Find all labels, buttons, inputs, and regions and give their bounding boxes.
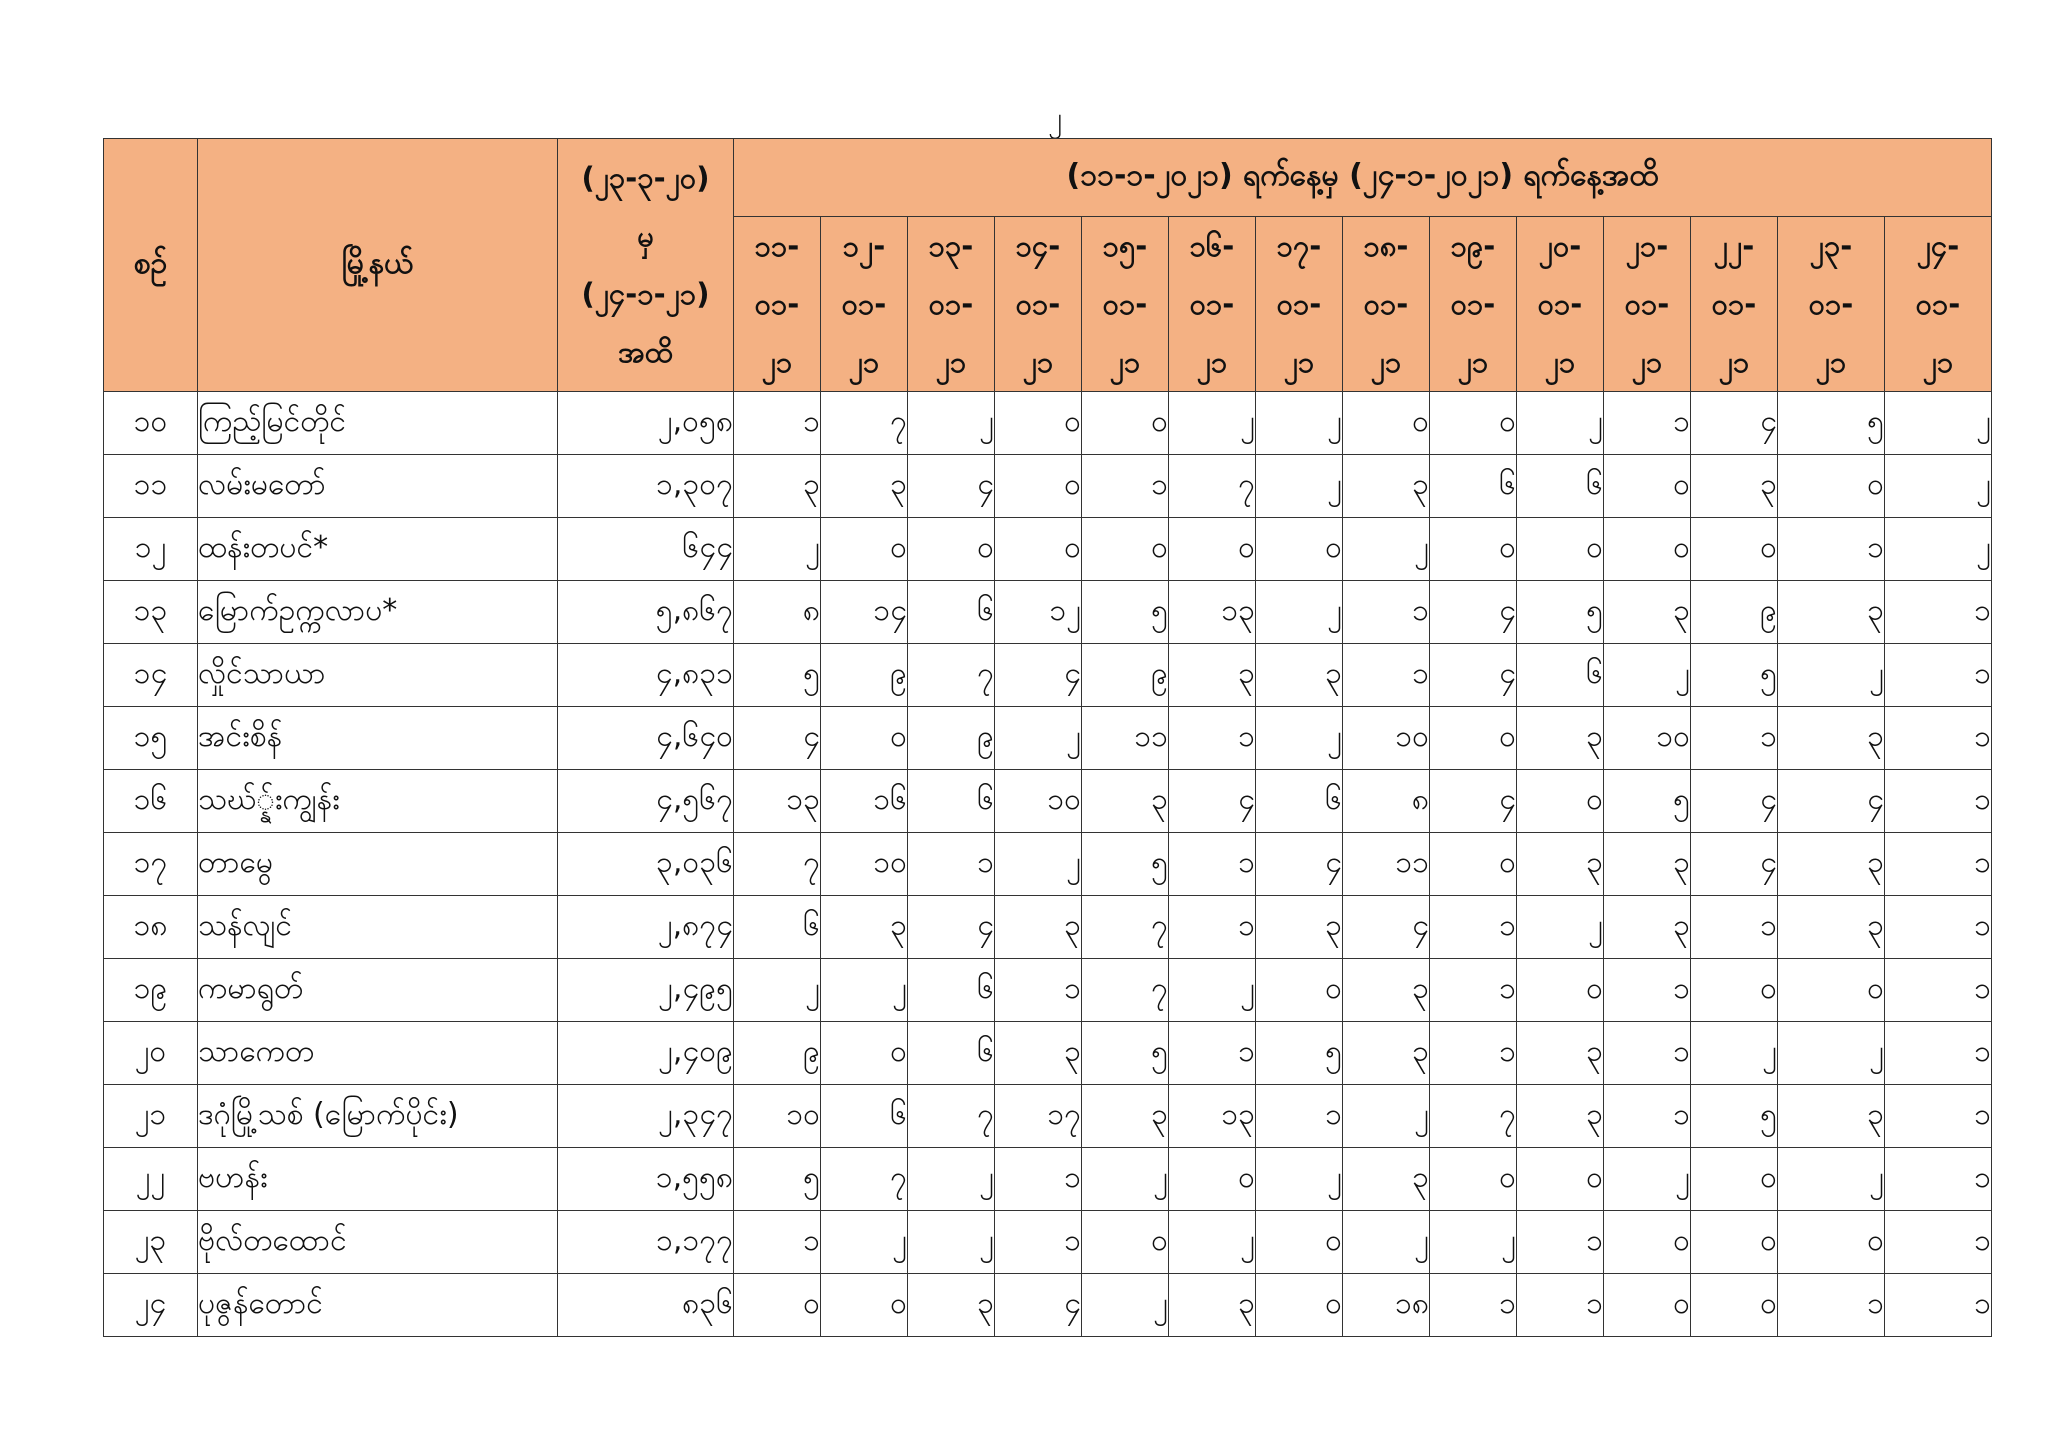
daily-cases: ၀	[1256, 518, 1343, 581]
daily-cases: ၂	[1604, 644, 1691, 707]
col-header-no: စဉ်	[104, 139, 198, 392]
daily-cases: ၁၇	[995, 1085, 1082, 1148]
daily-cases: ၄	[1691, 392, 1778, 455]
daily-cases: ၀	[1169, 1148, 1256, 1211]
daily-cases: ၃	[1082, 770, 1169, 833]
daily-cases: ၁	[1169, 1022, 1256, 1085]
daily-cases: ၇	[821, 392, 908, 455]
daily-cases: ၆	[821, 1085, 908, 1148]
daily-cases: ၂	[1256, 707, 1343, 770]
daily-cases: ၀	[1604, 455, 1691, 518]
daily-cases: ၆	[1517, 455, 1604, 518]
daily-cases: ၂	[1256, 1148, 1343, 1211]
daily-cases: ၄	[1691, 833, 1778, 896]
daily-cases: ၀	[995, 518, 1082, 581]
daily-cases: ၃	[1169, 644, 1256, 707]
daily-cases: ၂	[734, 959, 821, 1022]
daily-cases: ၆	[908, 959, 995, 1022]
daily-cases: ၁	[1517, 1211, 1604, 1274]
daily-cases: ၅	[1778, 392, 1885, 455]
row-number: ၂၄	[104, 1274, 198, 1337]
daily-cases: ၁၀	[1343, 707, 1430, 770]
daily-cases: ၁	[1885, 833, 1992, 896]
daily-cases: ၅	[1517, 581, 1604, 644]
date-header-7: ၁၇- ၀၁- ၂၁	[1256, 217, 1343, 392]
daily-cases: ၁	[995, 1148, 1082, 1211]
table-row	[104, 959, 1992, 1022]
table-row	[104, 455, 1992, 518]
daily-cases: ၄	[1691, 770, 1778, 833]
daily-cases: ၁	[1082, 455, 1169, 518]
township-name: အင်းစိန်	[198, 707, 558, 770]
daily-cases: ၇	[821, 1148, 908, 1211]
township-name: ထန်းတပင်*	[198, 518, 558, 581]
daily-cases: ၀	[1517, 959, 1604, 1022]
table-row	[104, 1085, 1992, 1148]
daily-cases: ၁	[1256, 1085, 1343, 1148]
date-header-12: ၂၂- ၀၁- ၂၁	[1691, 217, 1778, 392]
daily-cases: ၂	[908, 392, 995, 455]
daily-cases: ၀	[821, 1274, 908, 1337]
daily-cases: ၁	[1885, 1211, 1992, 1274]
daily-cases: ၂	[1885, 392, 1992, 455]
row-number: ၁၂	[104, 518, 198, 581]
daily-cases: ၃	[995, 896, 1082, 959]
daily-cases: ၃	[1778, 896, 1885, 959]
daily-cases: ၁	[1691, 707, 1778, 770]
date-header-13: ၂၃- ၀၁- ၂၁	[1778, 217, 1885, 392]
daily-cases: ၁	[1343, 644, 1430, 707]
daily-cases: ၂	[1169, 959, 1256, 1022]
daily-cases: ၀	[995, 392, 1082, 455]
township-name: ပုဇွန်တောင်	[198, 1274, 558, 1337]
daily-cases: ၀	[1256, 1274, 1343, 1337]
daily-cases: ၀	[1691, 518, 1778, 581]
daily-cases: ၆	[908, 1022, 995, 1085]
daily-cases: ၀	[1256, 1211, 1343, 1274]
township-name: ကမာရွတ်	[198, 959, 558, 1022]
table-row	[104, 581, 1992, 644]
daily-cases: ၃	[1604, 833, 1691, 896]
daily-cases: ၁	[1885, 959, 1992, 1022]
daily-cases: ၂	[1169, 1211, 1256, 1274]
table-header	[104, 139, 1992, 392]
daily-cases: ၅	[1691, 644, 1778, 707]
table-row	[104, 392, 1992, 455]
daily-cases: ၂	[1082, 1148, 1169, 1211]
township-name: လှိုင်သာယာ	[198, 644, 558, 707]
daily-cases: ၀	[1604, 1211, 1691, 1274]
daily-cases: ၆	[908, 770, 995, 833]
date-header-11: ၂၁- ၀၁- ၂၁	[1604, 217, 1691, 392]
table-row	[104, 1022, 1992, 1085]
daily-cases: ၂	[1691, 1022, 1778, 1085]
daily-cases: ၇	[908, 1085, 995, 1148]
daily-cases: ၆	[1256, 770, 1343, 833]
total-cases: ၁,၃၀၇	[558, 455, 734, 518]
daily-cases: ၀	[908, 518, 995, 581]
daily-cases: ၁	[1778, 1274, 1885, 1337]
date-header-14: ၂၄- ၀၁- ၂၁	[1885, 217, 1992, 392]
daily-cases: ၁	[1885, 1022, 1992, 1085]
row-number: ၁၀	[104, 392, 198, 455]
daily-cases: ၈	[1343, 770, 1430, 833]
total-cases: ၄,၅၆၇	[558, 770, 734, 833]
daily-cases: ၀	[1169, 518, 1256, 581]
daily-cases: ၁	[1885, 896, 1992, 959]
daily-cases: ၀	[1778, 455, 1885, 518]
daily-cases: ၁၂	[995, 581, 1082, 644]
table-row	[104, 1211, 1992, 1274]
daily-cases: ၁	[1604, 1085, 1691, 1148]
daily-cases: ၃	[1517, 707, 1604, 770]
daily-cases: ၂	[734, 518, 821, 581]
daily-cases: ၁	[1343, 581, 1430, 644]
daily-cases: ၅	[1082, 833, 1169, 896]
daily-cases: ၃	[1778, 1085, 1885, 1148]
daily-cases: ၄	[908, 455, 995, 518]
daily-cases: ၃	[1604, 581, 1691, 644]
daily-cases: ၂	[1885, 455, 1992, 518]
daily-cases: ၂	[1343, 1211, 1430, 1274]
daily-cases: ၀	[1517, 770, 1604, 833]
daily-cases: ၅	[734, 644, 821, 707]
daily-cases: ၅	[1082, 581, 1169, 644]
period-header: (၁၁-၁-၂၀၂၁) ရက်နေ့မှ (၂၄-၁-၂၀၂၁) ရက်နေ့အထိ	[734, 139, 1992, 217]
daily-cases: ၆	[1517, 644, 1604, 707]
daily-cases: ၀	[995, 455, 1082, 518]
table-row	[104, 833, 1992, 896]
daily-cases: ၄	[1343, 896, 1430, 959]
date-header-10: ၂၀- ၀၁- ၂၁	[1517, 217, 1604, 392]
daily-cases: ၁	[1430, 896, 1517, 959]
date-header-8: ၁၈- ၀၁- ၂၁	[1343, 217, 1430, 392]
daily-cases: ၂	[1256, 581, 1343, 644]
daily-cases: ၄	[1430, 770, 1517, 833]
daily-cases: ၁	[1517, 1274, 1604, 1337]
daily-cases: ၃	[1343, 1148, 1430, 1211]
daily-cases: ၁	[1169, 707, 1256, 770]
daily-cases: ၁	[995, 1211, 1082, 1274]
row-number: ၁၆	[104, 770, 198, 833]
daily-cases: ၄	[1430, 644, 1517, 707]
daily-cases: ၁၆	[821, 770, 908, 833]
daily-cases: ၂	[1343, 1085, 1430, 1148]
daily-cases: ၁	[1430, 1022, 1517, 1085]
daily-cases: ၃	[1256, 644, 1343, 707]
daily-cases: ၃	[1082, 1085, 1169, 1148]
total-cases: ၃,၀၃၆	[558, 833, 734, 896]
daily-cases: ၄	[1430, 581, 1517, 644]
daily-cases: ၁	[1885, 581, 1992, 644]
daily-cases: ၁	[1885, 1085, 1992, 1148]
row-number: ၂၂	[104, 1148, 198, 1211]
row-number: ၁၇	[104, 833, 198, 896]
daily-cases: ၁၃	[1169, 581, 1256, 644]
daily-cases: ၀	[1430, 833, 1517, 896]
daily-cases: ၃	[821, 896, 908, 959]
total-cases: ၈၃၆	[558, 1274, 734, 1337]
table-row	[104, 1148, 1992, 1211]
daily-cases: ၁	[1691, 896, 1778, 959]
daily-cases: ၁	[1604, 1022, 1691, 1085]
date-header-5: ၁၅- ၀၁- ၂၁	[1082, 217, 1169, 392]
township-name: သန်လျင်	[198, 896, 558, 959]
date-header-9: ၁၉- ၀၁- ၂၁	[1430, 217, 1517, 392]
row-number: ၂၃	[104, 1211, 198, 1274]
table-row	[104, 896, 1992, 959]
daily-cases: ၉	[908, 707, 995, 770]
daily-cases: ၂	[995, 833, 1082, 896]
daily-cases: ၄	[734, 707, 821, 770]
daily-cases: ၄	[1778, 770, 1885, 833]
daily-cases: ၄	[908, 896, 995, 959]
daily-cases: ၁၃	[1169, 1085, 1256, 1148]
daily-cases: ၃	[1256, 896, 1343, 959]
daily-cases: ၁၁	[1082, 707, 1169, 770]
daily-cases: ၂	[1885, 518, 1992, 581]
daily-cases: ၇	[1082, 896, 1169, 959]
daily-cases: ၂	[1082, 1274, 1169, 1337]
daily-cases: ၃	[1778, 581, 1885, 644]
daily-cases: ၁၈	[1343, 1274, 1430, 1337]
daily-cases: ၀	[821, 707, 908, 770]
daily-cases: ၁	[995, 959, 1082, 1022]
daily-cases: ၀	[821, 518, 908, 581]
daily-cases: ၂	[1256, 455, 1343, 518]
daily-cases: ၀	[1517, 518, 1604, 581]
township-name: တာမွေ	[198, 833, 558, 896]
daily-cases: ၁	[1885, 770, 1992, 833]
daily-cases: ၂	[821, 1211, 908, 1274]
daily-cases: ၂	[1778, 644, 1885, 707]
daily-cases: ၁၄	[821, 581, 908, 644]
daily-cases: ၁၀	[821, 833, 908, 896]
daily-cases: ၅	[1082, 1022, 1169, 1085]
row-number: ၁၅	[104, 707, 198, 770]
township-name: သာကေတ	[198, 1022, 558, 1085]
daily-cases: ၃	[1691, 455, 1778, 518]
daily-cases: ၃	[1343, 1022, 1430, 1085]
daily-cases: ၂	[1778, 1022, 1885, 1085]
daily-cases: ၀	[1256, 959, 1343, 1022]
daily-cases: ၅	[734, 1148, 821, 1211]
table-row	[104, 770, 1992, 833]
daily-cases: ၁	[734, 392, 821, 455]
township-name: ကြည့်မြင်တိုင်	[198, 392, 558, 455]
total-cases: ၅,၈၆၇	[558, 581, 734, 644]
daily-cases: ၇	[908, 644, 995, 707]
total-cases: ၂,၄၀၉	[558, 1022, 734, 1085]
daily-cases: ၁	[1604, 392, 1691, 455]
daily-cases: ၁၀	[734, 1085, 821, 1148]
daily-cases: ၃	[1604, 896, 1691, 959]
daily-cases: ၁၀	[995, 770, 1082, 833]
row-number: ၂၀	[104, 1022, 198, 1085]
daily-cases: ၀	[1430, 1148, 1517, 1211]
daily-cases: ၀	[1430, 392, 1517, 455]
daily-cases: ၂	[1517, 896, 1604, 959]
daily-cases: ၉	[1082, 644, 1169, 707]
daily-cases: ၃	[1517, 833, 1604, 896]
daily-cases: ၆	[1430, 455, 1517, 518]
daily-cases: ၀	[1604, 1274, 1691, 1337]
date-header-3: ၁၃- ၀၁- ၂၁	[908, 217, 995, 392]
daily-cases: ၂	[908, 1148, 995, 1211]
daily-cases: ၀	[1691, 1211, 1778, 1274]
date-header-4: ၁၄- ၀၁- ၂၁	[995, 217, 1082, 392]
row-number: ၁၄	[104, 644, 198, 707]
table-body	[104, 392, 1992, 1337]
col-header-total: (၂၃-၃-၂၀) မှ (၂၄-၁-၂၁) အထိ	[558, 139, 734, 392]
date-header-6: ၁၆- ၀၁- ၂၁	[1169, 217, 1256, 392]
daily-cases: ၃	[908, 1274, 995, 1337]
daily-cases: ၀	[1082, 392, 1169, 455]
daily-cases: ၁	[1885, 707, 1992, 770]
table-row	[104, 644, 1992, 707]
daily-cases: ၀	[1517, 1148, 1604, 1211]
total-cases: ၁,၅၅၈	[558, 1148, 734, 1211]
township-name: ဗဟန်း	[198, 1148, 558, 1211]
total-cases: ၆၄၄	[558, 518, 734, 581]
daily-cases: ၄	[1169, 770, 1256, 833]
daily-cases: ၄	[995, 1274, 1082, 1337]
page-number: ၂	[1048, 101, 1062, 134]
daily-cases: ၀	[1082, 518, 1169, 581]
township-cases-table	[103, 138, 1992, 1337]
daily-cases: ၁	[908, 833, 995, 896]
township-name: သဃ်္န်းကျွန်း	[198, 770, 558, 833]
daily-cases: ၂	[1517, 392, 1604, 455]
daily-cases: ၉	[734, 1022, 821, 1085]
total-cases: ၄,၆၄၀	[558, 707, 734, 770]
daily-cases: ၁၃	[734, 770, 821, 833]
daily-cases: ၅	[1691, 1085, 1778, 1148]
daily-cases: ၉	[1691, 581, 1778, 644]
daily-cases: ၀	[821, 1022, 908, 1085]
row-number: ၁၃	[104, 581, 198, 644]
daily-cases: ၂	[1343, 518, 1430, 581]
total-cases: ၁,၁၇၇	[558, 1211, 734, 1274]
township-name: ဗိုလ်တထောင်	[198, 1211, 558, 1274]
daily-cases: ၆	[734, 896, 821, 959]
daily-cases: ၃	[1778, 833, 1885, 896]
daily-cases: ၁	[1430, 959, 1517, 1022]
col-header-township: မြို့နယ်	[198, 139, 558, 392]
daily-cases: ၃	[1343, 455, 1430, 518]
daily-cases: ၁	[1885, 1148, 1992, 1211]
daily-cases: ၉	[821, 644, 908, 707]
daily-cases: ၁၁	[1343, 833, 1430, 896]
daily-cases: ၃	[1778, 707, 1885, 770]
daily-cases: ၂	[1778, 1148, 1885, 1211]
total-cases: ၂,၀၅၈	[558, 392, 734, 455]
daily-cases: ၃	[995, 1022, 1082, 1085]
date-header-2: ၁၂- ၀၁- ၂၁	[821, 217, 908, 392]
daily-cases: ၇	[734, 833, 821, 896]
daily-cases: ၀	[1082, 1211, 1169, 1274]
daily-cases: ၅	[1256, 1022, 1343, 1085]
daily-cases: ၁	[1778, 518, 1885, 581]
daily-cases: ၂	[1604, 1148, 1691, 1211]
daily-cases: ၄	[995, 644, 1082, 707]
daily-cases: ၂	[995, 707, 1082, 770]
daily-cases: ၀	[1778, 1211, 1885, 1274]
row-number: ၁၉	[104, 959, 198, 1022]
daily-cases: ၀	[1343, 392, 1430, 455]
table-row	[104, 518, 1992, 581]
daily-cases: ၁	[1885, 644, 1992, 707]
daily-cases: ၃	[1343, 959, 1430, 1022]
daily-cases: ၆	[908, 581, 995, 644]
daily-cases: ၈	[734, 581, 821, 644]
daily-cases: ၃	[821, 455, 908, 518]
township-name: လမ်းမတော်	[198, 455, 558, 518]
daily-cases: ၂	[821, 959, 908, 1022]
daily-cases: ၁	[734, 1211, 821, 1274]
daily-cases: ၁	[1604, 959, 1691, 1022]
daily-cases: ၃	[1517, 1085, 1604, 1148]
total-cases: ၂,၃၄၇	[558, 1085, 734, 1148]
daily-cases: ၇	[1082, 959, 1169, 1022]
daily-cases: ၂	[908, 1211, 995, 1274]
daily-cases: ၀	[1691, 1148, 1778, 1211]
daily-cases: ၂	[1169, 392, 1256, 455]
total-cases: ၄,၈၃၁	[558, 644, 734, 707]
table-row	[104, 707, 1992, 770]
daily-cases: ၄	[1256, 833, 1343, 896]
daily-cases: ၂	[1256, 392, 1343, 455]
daily-cases: ၀	[734, 1274, 821, 1337]
daily-cases: ၃	[1169, 1274, 1256, 1337]
township-name: မြောက်ဥက္ကလာပ*	[198, 581, 558, 644]
total-cases: ၂,၄၉၅	[558, 959, 734, 1022]
daily-cases: ၃	[734, 455, 821, 518]
daily-cases: ၇	[1430, 1085, 1517, 1148]
daily-cases: ၃	[1517, 1022, 1604, 1085]
daily-cases: ၀	[1430, 518, 1517, 581]
daily-cases: ၀	[1604, 518, 1691, 581]
daily-cases: ၀	[1778, 959, 1885, 1022]
daily-cases: ၁	[1169, 896, 1256, 959]
row-number: ၂၁	[104, 1085, 198, 1148]
date-header-1: ၁၁- ၀၁- ၂၁	[734, 217, 821, 392]
daily-cases: ၀	[1691, 1274, 1778, 1337]
row-number: ၁၁	[104, 455, 198, 518]
daily-cases: ၁	[1885, 1274, 1992, 1337]
daily-cases: ၇	[1169, 455, 1256, 518]
table-row	[104, 1274, 1992, 1337]
daily-cases: ၁	[1169, 833, 1256, 896]
daily-cases: ၂	[1430, 1211, 1517, 1274]
daily-cases: ၁၀	[1604, 707, 1691, 770]
daily-cases: ၁	[1430, 1274, 1517, 1337]
daily-cases: ၅	[1604, 770, 1691, 833]
township-name: ဒဂုံမြို့သစ် (မြောက်ပိုင်း)	[198, 1085, 558, 1148]
daily-cases: ၀	[1691, 959, 1778, 1022]
row-number: ၁၈	[104, 896, 198, 959]
daily-cases: ၀	[1430, 707, 1517, 770]
total-cases: ၂,၈၇၄	[558, 896, 734, 959]
